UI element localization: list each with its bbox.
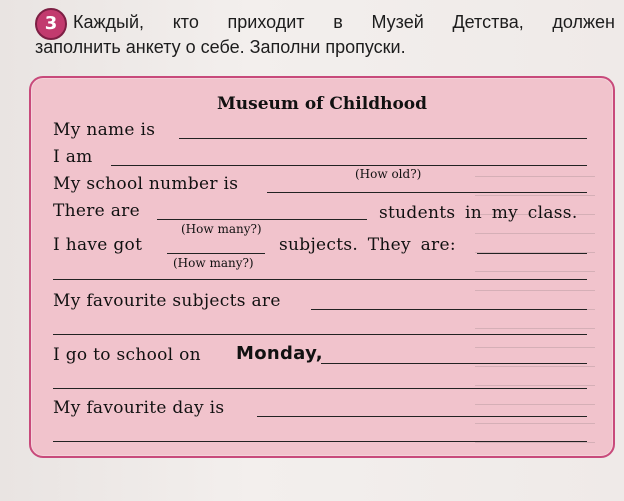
exercise-number-badge: 3 (35, 8, 67, 40)
school-days-example: Monday, (236, 343, 323, 364)
favourite-day-blank-1[interactable] (257, 416, 587, 417)
students-count-blank[interactable] (157, 219, 367, 220)
school-number-label: My school number is (53, 174, 239, 194)
age-hint: (How old?) (355, 167, 422, 181)
subjects-hint: (How many?) (173, 256, 254, 270)
students-hint: (How many?) (181, 222, 262, 236)
questionnaire-card (29, 76, 615, 458)
favourite-day-blank-2[interactable] (53, 441, 587, 442)
favourite-subjects-blank-2[interactable] (53, 334, 587, 335)
instruction-line-1: Каждый, кто приходит в Музей Детства, должен (73, 12, 615, 32)
subjects-label-after: subjects. They are: (279, 235, 456, 255)
form-title: Museum of Childhood (216, 94, 428, 114)
subjects-list-blank-1[interactable] (477, 253, 587, 254)
exercise-instruction (35, 10, 615, 60)
students-label-before: There are (53, 201, 140, 221)
students-label-after: students in my class. (379, 203, 578, 223)
subjects-count-blank[interactable] (167, 253, 265, 254)
age-label: I am (53, 147, 93, 167)
school-days-blank-1[interactable] (321, 363, 587, 364)
favourite-subjects-blank-1[interactable] (311, 309, 587, 310)
subjects-label-before: I have got (53, 235, 143, 255)
favourite-subjects-label: My favourite subjects are (53, 291, 281, 311)
instruction-line-2: заполнить анкету о себе. Заполни пропуски. (35, 37, 406, 57)
subjects-list-blank-2[interactable] (53, 279, 587, 280)
school-number-blank[interactable] (267, 192, 587, 193)
name-blank[interactable] (179, 138, 587, 139)
school-days-blank-2[interactable] (53, 388, 587, 389)
school-days-label: I go to school on (53, 345, 201, 365)
age-blank[interactable] (111, 165, 587, 166)
name-label: My name is (53, 120, 156, 140)
favourite-day-label: My favourite day is (53, 398, 225, 418)
